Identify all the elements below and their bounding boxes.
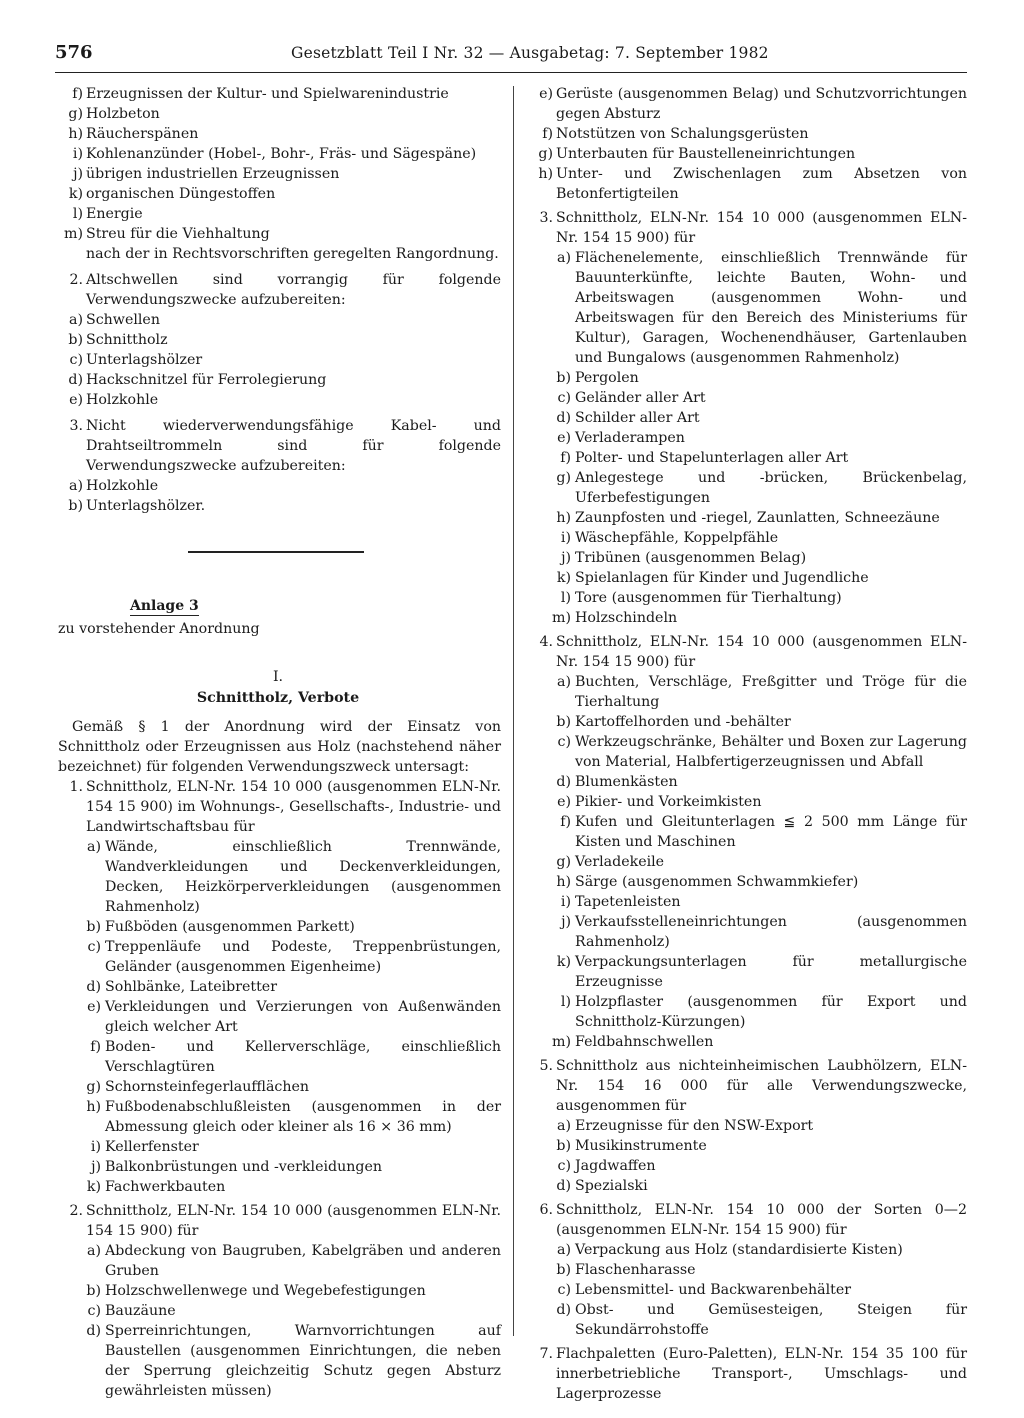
item-mark: b) xyxy=(556,1262,571,1278)
item-mark: m) xyxy=(552,610,571,626)
item-mark: g) xyxy=(68,106,83,122)
item-text: Zaunpfosten und -riegel, Zaunlatten, Schneezäune xyxy=(575,510,940,526)
item-text: Holzkohle xyxy=(86,478,159,494)
item-text: Holzschindeln xyxy=(575,610,678,626)
list-item xyxy=(55,977,501,997)
item-text: Tore (ausgenommen für Tierhaltung) xyxy=(575,590,842,606)
item-text: Abdeckung von Baugruben, Kabelgräben und anderen Gruben xyxy=(105,1243,501,1279)
item-text: Fußbodenabschlußleisten (ausgenommen in der Abmessung gleich oder kleiner als 16 × 36 mm) xyxy=(105,1099,501,1135)
list-item xyxy=(525,508,967,528)
sub-list xyxy=(55,84,501,244)
list-item xyxy=(525,428,967,448)
list-item xyxy=(525,124,967,144)
list-item xyxy=(525,912,967,952)
list-item xyxy=(55,997,501,1037)
item-text: Flachpaletten (Euro-Paletten), ELN-Nr. 154 35 100 für innerbetriebliche Transport-, Umschlags- und Lagerprozesse xyxy=(556,1346,967,1402)
item-text: Verpackungsunterlagen für metallurgische Erzeugnisse xyxy=(575,954,967,990)
section-title: Schnittholz, Verbote xyxy=(196,690,360,706)
list-item xyxy=(525,1116,967,1136)
item-mark: l) xyxy=(72,206,83,222)
list-item xyxy=(525,548,967,568)
item-mark: e) xyxy=(557,794,571,810)
item-text: Geländer aller Art xyxy=(575,390,706,406)
list-item xyxy=(525,248,967,368)
item-text: Fußböden (ausgenommen Parkett) xyxy=(105,919,355,935)
item-mark: i) xyxy=(560,530,571,546)
item-mark: 1. xyxy=(69,779,83,795)
item-text: Werkzeugschränke, Behälter und Boxen zur Lagerung von Material, Halbfertigerzeugnissen und Abfall xyxy=(575,734,967,770)
numbered-point xyxy=(525,208,967,248)
item-text: Tapetenleisten xyxy=(575,894,681,910)
item-mark: a) xyxy=(69,312,83,328)
numbered-point xyxy=(55,416,501,476)
list-item xyxy=(55,917,501,937)
item-mark: b) xyxy=(86,1283,101,1299)
item-text: Räucherspänen xyxy=(86,126,199,142)
item-text: Pergolen xyxy=(575,370,639,386)
item-text: Unterlagshölzer xyxy=(86,352,203,368)
page-number: 576 xyxy=(55,42,93,63)
numbered-point xyxy=(55,270,501,310)
point-mark: 2. xyxy=(69,272,83,288)
item-mark: 2. xyxy=(69,1203,83,1219)
item-mark: f) xyxy=(542,126,553,142)
item-text: Kellerfenster xyxy=(105,1139,199,1155)
item-text: Pikier- und Vorkeimkisten xyxy=(575,794,762,810)
item-text: Unter- und Zwischenlagen zum Absetzen von Betonfertigteilen xyxy=(556,166,967,202)
item-mark: 7. xyxy=(539,1346,553,1362)
item-mark: d) xyxy=(68,372,83,388)
item-mark: c) xyxy=(557,1158,571,1174)
item-mark: j) xyxy=(561,550,571,566)
item-text: Schilder aller Art xyxy=(575,410,700,426)
intro-paragraph: Gemäß § 1 der Anordnung wird der Einsatz von Schnittholz oder Erzeugnissen aus Holz (nachstehend näher bezeichnet) für folgenden Verwendungszweck untersagt: xyxy=(58,719,501,775)
item-text: Schnittholz, ELN-Nr. 154 10 000 der Sorten 0—2 (ausgenommen ELN-Nr. 154 15 900) für xyxy=(556,1202,967,1238)
list-item xyxy=(525,388,967,408)
right-numbered-list xyxy=(525,204,967,1404)
item-text: Wände, einschließlich Trennwände, Wandverkleidungen und Deckenverkleidungen, Decken, Heizkörperverkleidungen (ausgenommen Rahmenholz) xyxy=(105,839,501,915)
item-mark: c) xyxy=(557,1282,571,1298)
list-item xyxy=(525,792,967,812)
list-item xyxy=(55,1037,501,1077)
item-mark: a) xyxy=(557,250,571,266)
item-mark: m) xyxy=(64,226,83,242)
item-mark: e) xyxy=(539,86,553,102)
right-column xyxy=(525,84,967,1404)
list-item xyxy=(525,992,967,1032)
list-item xyxy=(525,1032,967,1052)
item-text: Kohlenanzünder (Hobel-, Bohr-, Fräs- und Sägespäne) xyxy=(86,146,477,162)
list-item xyxy=(55,204,501,224)
numbered-point xyxy=(525,1344,967,1404)
item-mark: g) xyxy=(538,146,553,162)
item-mark: a) xyxy=(557,1242,571,1258)
list-item xyxy=(525,1176,967,1196)
list-item xyxy=(525,448,967,468)
item-text: Holzkohle xyxy=(86,392,159,408)
list-item xyxy=(525,528,967,548)
item-mark: b) xyxy=(68,498,83,514)
item-text: Spezialski xyxy=(575,1178,648,1194)
item-text: Fachwerkbauten xyxy=(105,1179,226,1195)
sub-list xyxy=(525,84,967,204)
item-mark: g) xyxy=(556,470,571,486)
list-item xyxy=(55,1281,501,1301)
item-mark: e) xyxy=(557,430,571,446)
list-item xyxy=(525,1260,967,1280)
item-text: Treppenläufe und Podeste, Treppenbrüstungen, Geländer (ausgenommen Eigenheime) xyxy=(105,939,501,975)
list-item xyxy=(55,1177,501,1197)
item-mark: i) xyxy=(90,1139,101,1155)
list-item xyxy=(525,1156,967,1176)
section-divider-rule xyxy=(188,551,364,553)
list-item xyxy=(55,496,501,516)
item-text: Lebensmittel- und Backwarenbehälter xyxy=(575,1282,852,1298)
item-mark: 6. xyxy=(539,1202,553,1218)
list-item xyxy=(525,1280,967,1300)
list-item xyxy=(55,224,501,244)
item-text: Särge (ausgenommen Schwammkiefer) xyxy=(575,874,859,890)
item-text: Hackschnitzel für Ferrolegierung xyxy=(86,372,327,388)
anlage-subtitle: zu vorstehender Anordnung xyxy=(58,621,260,637)
list-item xyxy=(55,476,501,496)
item-text: Unterlagshölzer. xyxy=(86,498,206,514)
item-mark: c) xyxy=(87,1303,101,1319)
anlage-title: Anlage 3 xyxy=(130,598,199,614)
list-item xyxy=(55,104,501,124)
item-mark: d) xyxy=(556,1302,571,1318)
item-text: Spielanlagen für Kinder und Jugendliche xyxy=(575,570,869,586)
item-text: Schnittholz, ELN-Nr. 154 10 000 (ausgenommen ELN-Nr. 154 15 900) für xyxy=(86,1203,501,1239)
list-item xyxy=(55,330,501,350)
item-text: Anlegestege und -brücken, Brückenbelag, Uferbefestigungen xyxy=(575,470,967,506)
item-text: Jagdwaffen xyxy=(575,1158,656,1174)
item-text: Kufen und Gleitunterlagen ≦ 2 500 mm Länge für Kisten und Maschinen xyxy=(575,814,967,850)
item-text: organischen Düngestoffen xyxy=(86,186,276,202)
item-mark: a) xyxy=(69,478,83,494)
item-mark: c) xyxy=(557,734,571,750)
item-text: Flächenelemente, einschließlich Trennwände für Bauunterkünfte, leichte Bauten, Wohn- und Arbeitswagen (ausgenommen Wohn- und Arbeitswagen für den Bereich des Ministeriums für Kultur), Garagen, Wochenendhäuser, Gartenlauben und Bungalows (ausgenommen Rahmenholz) xyxy=(575,250,967,366)
list-item xyxy=(55,124,501,144)
list-item xyxy=(55,390,501,410)
sub-list xyxy=(55,310,501,410)
item-mark: j) xyxy=(91,1159,101,1175)
item-mark: g) xyxy=(86,1079,101,1095)
item-mark: a) xyxy=(557,674,571,690)
item-mark: h) xyxy=(68,126,83,142)
item-mark: c) xyxy=(557,390,571,406)
item-text: Schnittholz, ELN-Nr. 154 10 000 (ausgenommen ELN-Nr. 154 15 900) für xyxy=(556,634,967,670)
item-text: Erzeugnisse für den NSW-Export xyxy=(575,1118,814,1134)
item-text: Verladekeile xyxy=(575,854,665,870)
list-item xyxy=(55,1301,501,1321)
item-mark: 5. xyxy=(539,1058,553,1074)
numbered-point xyxy=(525,632,967,672)
list-item xyxy=(55,164,501,184)
item-mark: b) xyxy=(556,714,571,730)
list-item xyxy=(525,588,967,608)
list-item xyxy=(525,144,967,164)
item-text: Sohlbänke, Lateibretter xyxy=(105,979,277,995)
list-item xyxy=(525,608,967,628)
list-item xyxy=(525,408,967,428)
item-mark: f) xyxy=(560,814,571,830)
numbered-point xyxy=(525,1200,967,1240)
list-item xyxy=(525,84,967,124)
item-mark: j) xyxy=(73,166,83,182)
item-mark: k) xyxy=(68,186,83,202)
item-mark: f) xyxy=(90,1039,101,1055)
item-text: Kartoffelhorden und -behälter xyxy=(575,714,791,730)
item-mark: c) xyxy=(87,939,101,955)
item-mark: d) xyxy=(556,410,571,426)
item-text: Schwellen xyxy=(86,312,160,328)
item-text: Buchten, Verschläge, Freßgitter und Tröge für die Tierhaltung xyxy=(575,674,967,710)
item-text: Flaschenharasse xyxy=(575,1262,696,1278)
item-mark: d) xyxy=(556,1178,571,1194)
item-mark: f) xyxy=(560,450,571,466)
item-mark: a) xyxy=(557,1118,571,1134)
point-text: Altschwellen sind vorrangig für folgende Verwendungszwecke aufzubereiten: xyxy=(86,272,501,308)
list-item xyxy=(55,937,501,977)
item-text: Erzeugnissen der Kultur- und Spielwarenindustrie xyxy=(86,86,449,102)
item-text: Holzschwellenwege und Wegebefestigungen xyxy=(105,1283,426,1299)
list-item xyxy=(525,732,967,772)
item-text: Obst- und Gemüsesteigen, Steigen für Sekundärrohstoffe xyxy=(575,1302,967,1338)
item-mark: m) xyxy=(552,1034,571,1050)
item-text: Notstützen von Schalungsgerüsten xyxy=(556,126,809,142)
list-item xyxy=(525,164,967,204)
item-text: Schnittholz, ELN-Nr. 154 10 000 (ausgenommen ELN-Nr. 154 15 900) im Wohnungs-, Gesellschafts-, Industrie- und Landwirtschaftsbau für xyxy=(86,779,501,835)
list-item xyxy=(525,872,967,892)
item-text: Streu für die Viehhaltung xyxy=(86,226,270,242)
list-item xyxy=(55,1097,501,1137)
item-text: Schornsteinfegerlaufflächen xyxy=(105,1079,310,1095)
list-item xyxy=(525,568,967,588)
item-text: Wäschepfähle, Koppelpfähle xyxy=(575,530,779,546)
list-item xyxy=(55,84,501,104)
list-item xyxy=(55,1137,501,1157)
list-item xyxy=(525,1300,967,1340)
item-text: Bauzäune xyxy=(105,1303,176,1319)
list-item xyxy=(55,1241,501,1281)
item-text: Boden- und Kellerverschläge, einschließlich Verschlagtüren xyxy=(105,1039,501,1075)
list-item xyxy=(525,812,967,852)
list-item xyxy=(55,350,501,370)
item-mark: l) xyxy=(560,994,571,1010)
item-text: Polter- und Stapelunterlagen aller Art xyxy=(575,450,849,466)
list-item xyxy=(525,1136,967,1156)
list-item xyxy=(525,892,967,912)
list-item xyxy=(55,144,501,164)
left-numbered-list xyxy=(55,777,501,1401)
item-text: Energie xyxy=(86,206,143,222)
list-item xyxy=(525,712,967,732)
item-text: Feldbahnschwellen xyxy=(575,1034,714,1050)
item-mark: d) xyxy=(86,1323,101,1339)
item-text: Blumenkästen xyxy=(575,774,678,790)
item-mark: g) xyxy=(556,854,571,870)
list-item xyxy=(55,310,501,330)
sub-list xyxy=(55,476,501,516)
item-text: Holzbeton xyxy=(86,106,160,122)
numbered-point xyxy=(525,1056,967,1116)
item-text: Musikinstrumente xyxy=(575,1138,707,1154)
item-mark: 4. xyxy=(539,634,553,650)
section-number: I. xyxy=(272,669,284,685)
item-mark: d) xyxy=(556,774,571,790)
item-text: Sperreinrichtungen, Warnvorrichtungen auf Baustellen (ausgenommen Einrichtungen, die neben der Sperrung gleichzeitig Schutz gegen Absturz gewährleisten müssen) xyxy=(105,1323,501,1399)
item-mark: h) xyxy=(86,1099,101,1115)
item-mark: a) xyxy=(87,1243,101,1259)
list-item xyxy=(55,1321,501,1401)
item-mark: j) xyxy=(561,914,571,930)
point-text: Nicht wiederverwendungsfähige Kabel- und Drahtseiltrommeln sind für folgende Verwendungszwecke aufzubereiten: xyxy=(86,418,501,474)
numbered-point xyxy=(55,1201,501,1241)
list-item xyxy=(55,1077,501,1097)
list-item xyxy=(55,837,501,917)
point-mark: 3. xyxy=(69,418,83,434)
list-item xyxy=(55,370,501,390)
list-item xyxy=(525,468,967,508)
list-item xyxy=(55,1157,501,1177)
list-item xyxy=(525,1240,967,1260)
list-item xyxy=(525,952,967,992)
item-mark: e) xyxy=(69,392,83,408)
item-mark: i) xyxy=(72,146,83,162)
item-mark: h) xyxy=(556,874,571,890)
item-text: Schnittholz xyxy=(86,332,168,348)
item-mark: 3. xyxy=(539,210,553,226)
item-mark: l) xyxy=(560,590,571,606)
item-mark: f) xyxy=(72,86,83,102)
item-mark: k) xyxy=(86,1179,101,1195)
item-text: Verpackung aus Holz (standardisierte Kisten) xyxy=(575,1242,903,1258)
closing-text: nach der in Rechtsvorschriften geregelten Rangordnung. xyxy=(86,246,499,262)
item-mark: a) xyxy=(87,839,101,855)
item-mark: k) xyxy=(556,954,571,970)
item-mark: b) xyxy=(68,332,83,348)
list-item xyxy=(525,772,967,792)
item-mark: k) xyxy=(556,570,571,586)
item-text: Holzpflaster (ausgenommen für Export und Schnittholz-Kürzungen) xyxy=(575,994,967,1030)
numbered-point xyxy=(55,777,501,837)
item-text: übrigen industriellen Erzeugnissen xyxy=(86,166,340,182)
item-text: Tribünen (ausgenommen Belag) xyxy=(575,550,807,566)
item-mark: h) xyxy=(556,510,571,526)
item-mark: b) xyxy=(556,370,571,386)
item-mark: i) xyxy=(560,894,571,910)
item-text: Schnittholz, ELN-Nr. 154 10 000 (ausgenommen ELN-Nr. 154 15 900) für xyxy=(556,210,967,246)
gazette-title: Gesetzblatt Teil I Nr. 32 — Ausgabetag: 7. September 1982 xyxy=(291,44,769,62)
item-text: Verkaufsstelleneinrichtungen (ausgenommen Rahmenholz) xyxy=(575,914,967,950)
list-item xyxy=(525,852,967,872)
list-item xyxy=(525,672,967,712)
item-text: Unterbauten für Baustelleneinrichtungen xyxy=(556,146,856,162)
item-mark: c) xyxy=(69,352,83,368)
item-mark: h) xyxy=(538,166,553,182)
item-text: Verkleidungen und Verzierungen von Außenwänden gleich welcher Art xyxy=(105,999,501,1035)
item-mark: b) xyxy=(556,1138,571,1154)
item-mark: b) xyxy=(86,919,101,935)
column-divider xyxy=(513,86,514,1336)
item-mark: d) xyxy=(86,979,101,995)
item-mark: e) xyxy=(87,999,101,1015)
item-text: Schnittholz aus nichteinheimischen Laubhölzern, ELN-Nr. 154 16 000 für alle Verwendungszwecke, ausgenommen für xyxy=(556,1058,967,1114)
item-text: Balkonbrüstungen und -verkleidungen xyxy=(105,1159,382,1175)
list-item xyxy=(55,184,501,204)
left-column-top xyxy=(55,84,501,516)
page-header xyxy=(55,42,967,73)
list-item xyxy=(525,368,967,388)
item-text: Gerüste (ausgenommen Belag) und Schutzvorrichtungen gegen Absturz xyxy=(556,86,967,122)
item-text: Verladerampen xyxy=(575,430,685,446)
